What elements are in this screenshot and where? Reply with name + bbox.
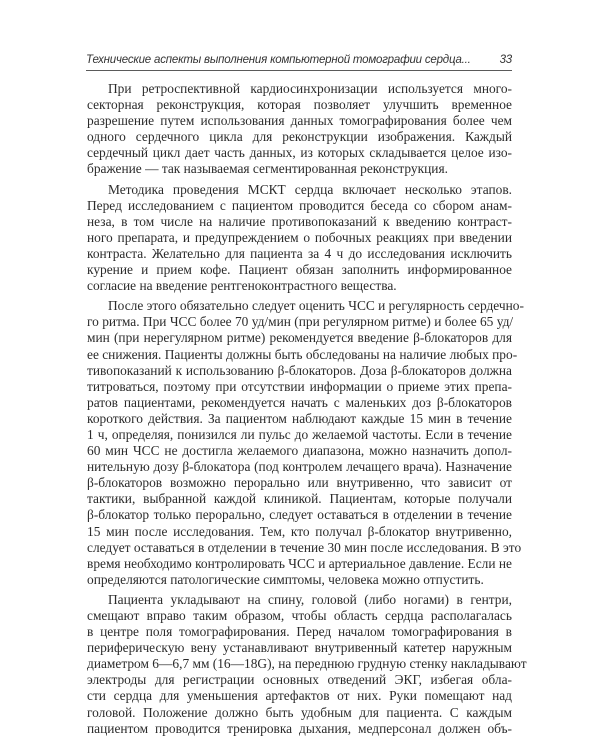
running-header (86, 54, 512, 70)
text-line: ного препарата, и предупреждением о побочных реакциях при введении (87, 229, 512, 245)
text-line: бражение — так называемая сегментированная реконструкция. (87, 161, 448, 177)
text-line: короткого действия. За пациентом наблюдают каждые 15 мин в течение (87, 410, 512, 426)
text-line: согласие на введение рентгеноконтрастного вещества. (87, 278, 397, 294)
text-line: мин (при нерегулярном ритме) рекомендуется введение β-блокаторов для (87, 330, 512, 346)
text-line: диаметром 6—6,7 мм (16—18G), на переднюю грудную стенку накладывают (87, 656, 527, 672)
text-line: β-блокаторов возможно перорально или внутривенно, что зависит от (87, 475, 512, 491)
paragraph (87, 298, 524, 588)
text-line: Перед исследованием с пациентом проводится беседа со сбором анам- (87, 197, 512, 213)
text-line: секторная реконструкция, которая позволяет улучшить временное (87, 97, 512, 113)
text-line: головой. Положение должно быть удобным для пациента. С каждым (87, 704, 512, 720)
text-line: При ретроспективной кардиосинхронизации используется много- (108, 81, 512, 96)
text-line: ратов пациентами, рекомендуется начать с маленьких доз β-блокаторов (87, 394, 512, 410)
text-line: контраста. Желательно для пациента за 4 ч до исследования исключить (87, 245, 512, 261)
text-line: курение и прием кофе. Пациент обязан заполнить информированное (87, 262, 512, 278)
paragraph (87, 591, 527, 737)
text-line: ее снижения. Пациенты должны быть обследованы на наличие любых про- (87, 346, 518, 362)
text-line: го ритма. При ЧСС более 70 уд/мин (при регулярном ритме) и более 65 уд/ (87, 314, 514, 330)
text-line: пациентом проводится тренировка дыхания, медперсонал должен объ- (87, 720, 512, 736)
text-line: β-блокатор только перорально, следует оставаться в отделении в течение (87, 507, 512, 523)
paragraph (87, 182, 512, 295)
text-line: титроваться, поэтому при отсутствии информации о приеме этих препа- (87, 378, 512, 394)
text-line: 1 ч, определяя, понизился ли пульс до желаемой частоты. Если в течение (87, 426, 512, 442)
paragraph (87, 81, 512, 178)
text-line: 15 мин после исследования. Тем, кто получал β-блокатор внутривенно, (87, 523, 512, 539)
text-line: сти сердца для уменьшения артефактов от них. Руки помещают над (87, 688, 512, 704)
text-line: тивопоказаний к использованию β-блокаторов. Доза β-блокаторов должна (87, 362, 512, 378)
text-line: электроды для регистрации основных отведений ЭКГ, избегая обла- (87, 672, 512, 688)
header-rule (86, 70, 512, 71)
text-line: одного сердечного цикла для реконструкции изображения. Каждый (87, 129, 512, 145)
text-line: разрешение путем использования данных томографирования более чем (87, 113, 512, 129)
text-line: неза, в том числе на наличие противопоказаний к введению контраст- (87, 213, 512, 229)
text-line: следует оставаться в отделении в течение 30 мин после исследования. В это (87, 539, 522, 555)
text-line: определяются патологические симптомы, человека можно отпустить. (87, 571, 484, 587)
text-line: в центре поля томографирования. Перед началом томографирования в (87, 624, 512, 640)
body-text (87, 81, 527, 737)
text-line: Пациента укладывают на спину, головой (либо ногами) в гентри, (108, 591, 512, 607)
running-header-title: Технические аспекты выполнения компьютерной томографии сердца... (86, 54, 471, 66)
text-line: смещают вправо таким образом, чтобы область сердца располагалась (87, 608, 512, 623)
text-line: сердечный цикл дает часть данных, из которых складывается целое изо- (87, 145, 512, 161)
text-line: нительную дозу β-блокатора (под контролем лечащего врача). Назначение (87, 459, 512, 475)
page-number: 33 (499, 54, 512, 66)
text-line: время необходимо контролировать ЧСС и артериальное давление. Если не (87, 555, 512, 571)
text-line: периферическую вену устанавливают внутривенный катетер наружным (87, 640, 512, 656)
text-line: 60 мин ЧСС не достигла желаемого диапазона, можно назначить допол- (87, 443, 512, 459)
text-line: Методика проведения МСКТ сердца включает несколько этапов. (108, 181, 512, 197)
text-line: После этого обязательно следует оценить ЧСС и регулярность сердечно- (108, 298, 524, 314)
text-line: тактики, выбранной каждой клиникой. Пациентам, которые получали (87, 491, 512, 507)
